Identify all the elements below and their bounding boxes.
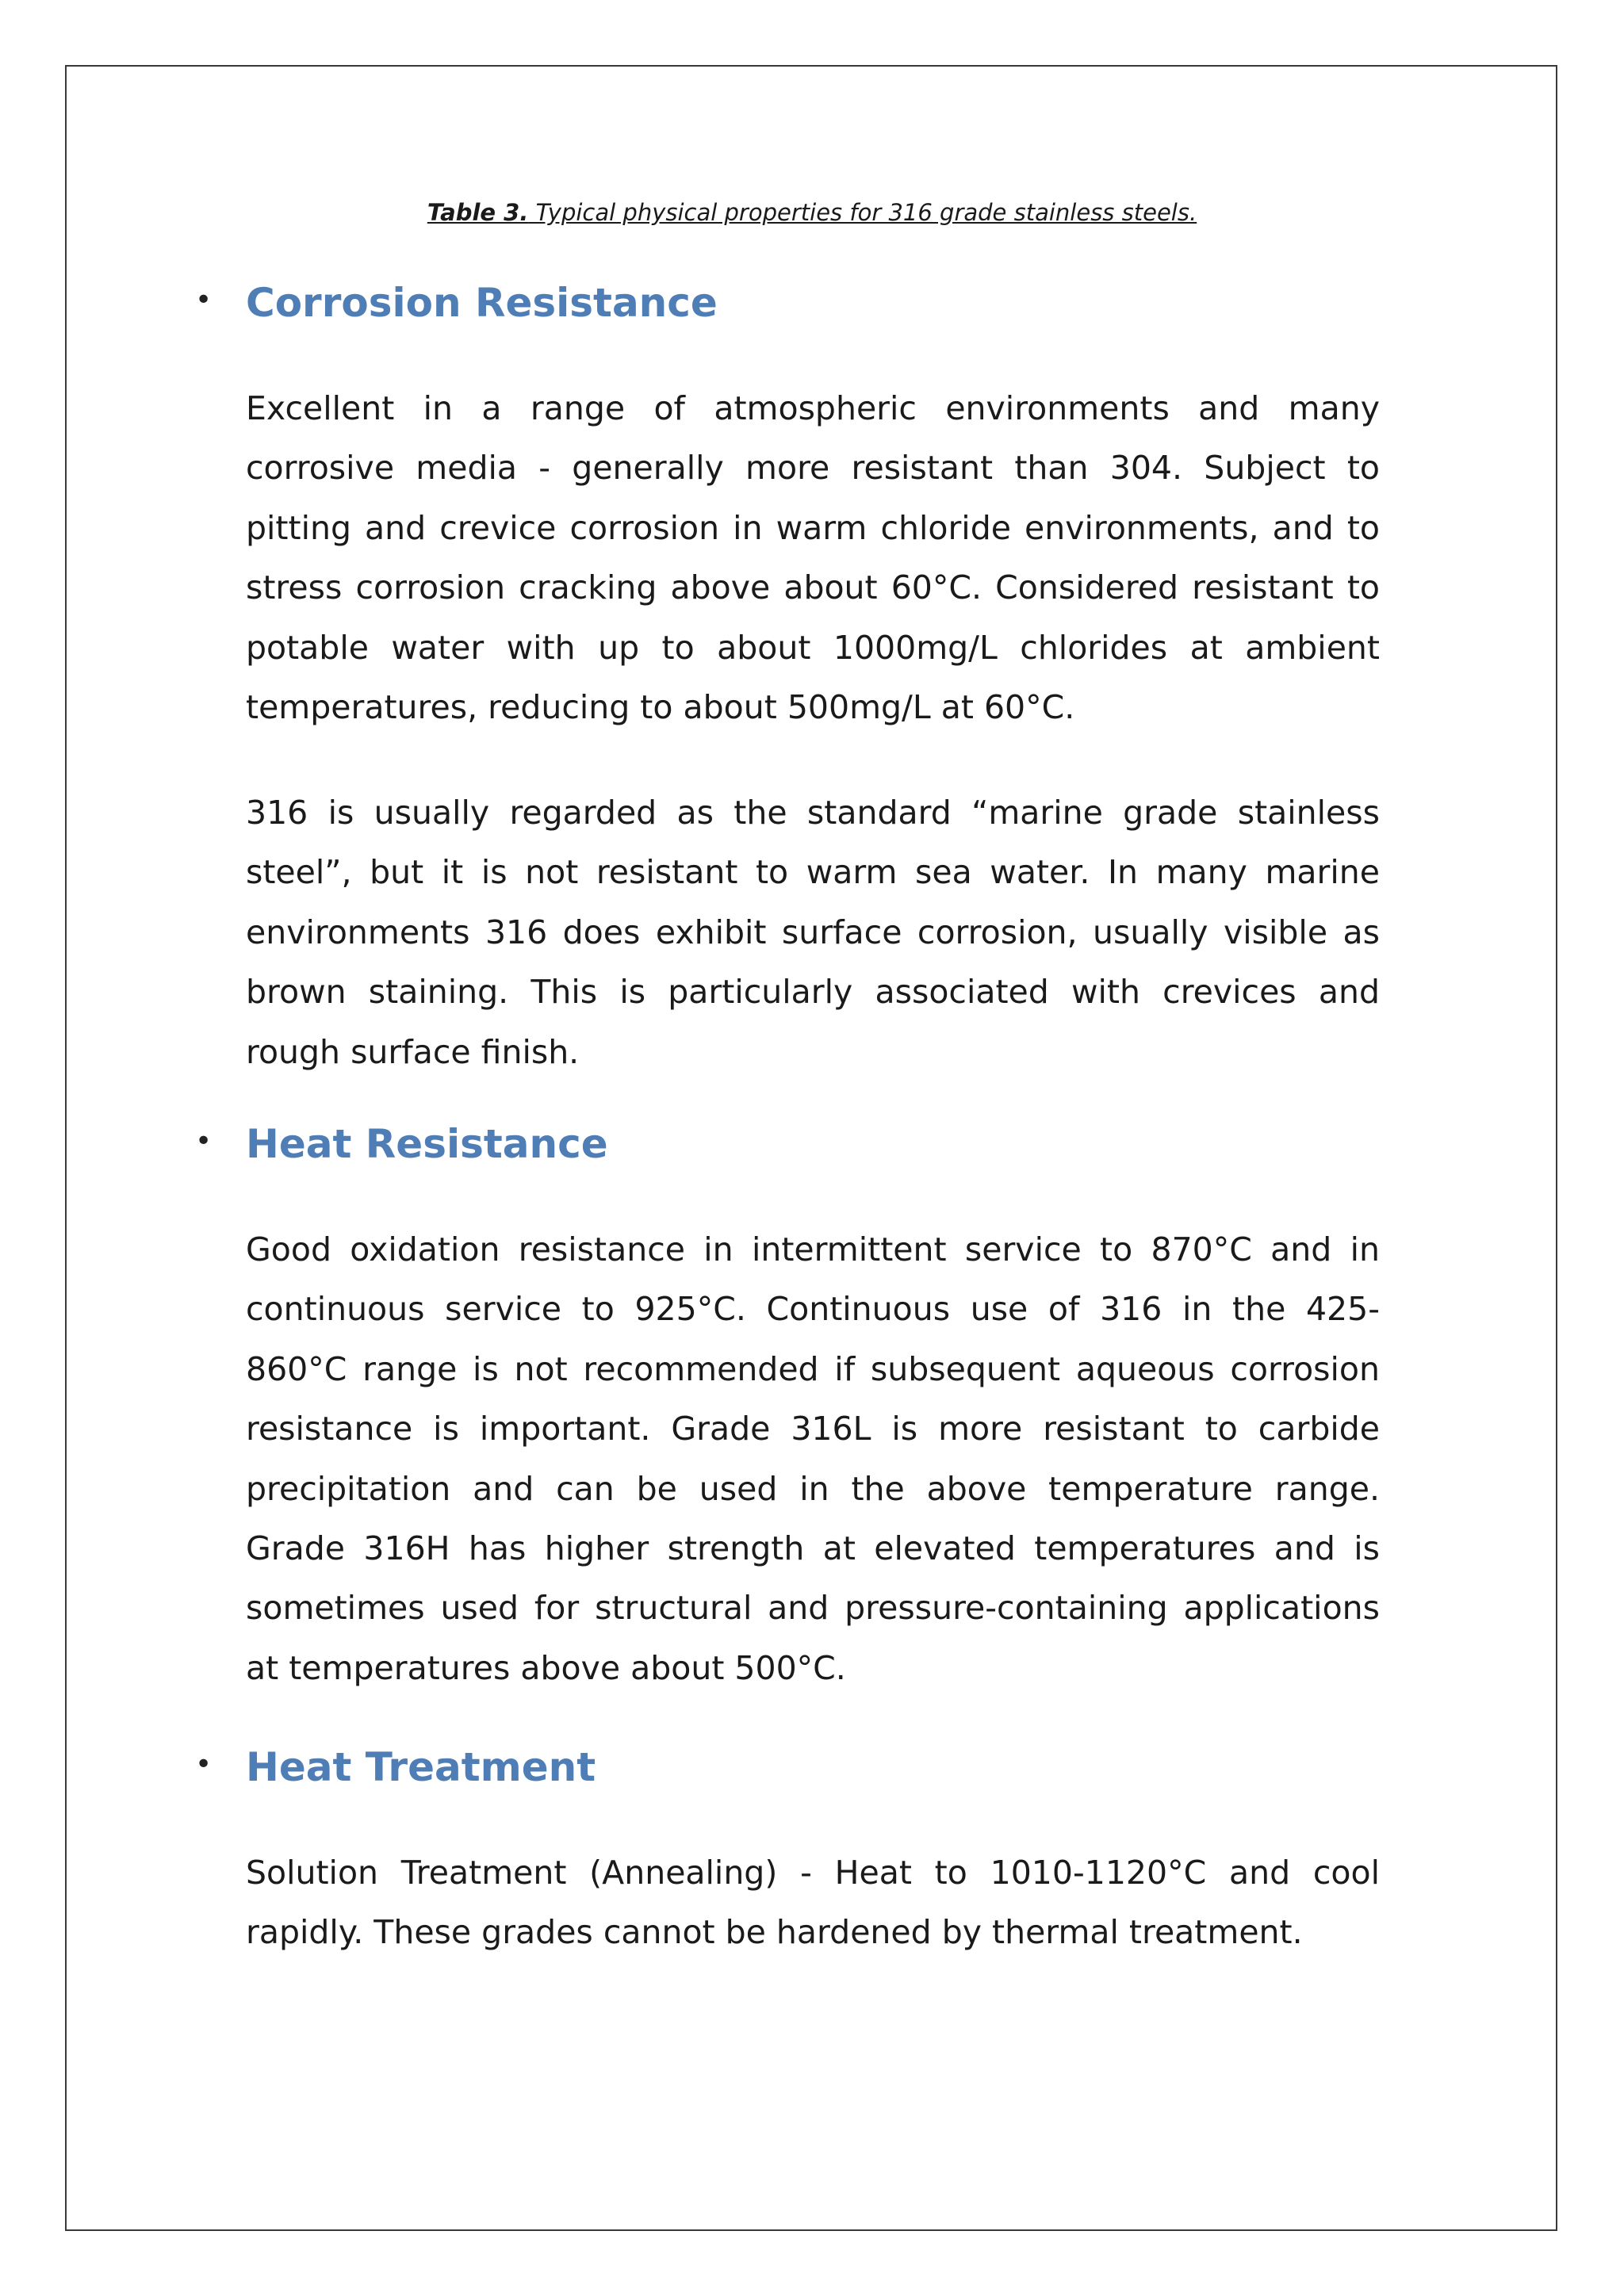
caption-text: Typical physical properties for 316 grade stainless steels. <box>528 199 1197 226</box>
section-paragraph: Good oxidation resistance in intermittent service to 870°C and in continuous service to 925°C. Continuous use of 316 in the 425-860°C range is not recommended if subsequent aqueous corrosion resistance is important. Grade 316L is more resistant to carbide precipitation and can be used in the above temperature range. Grade 316H has higher strength at elevated temperatures and is sometimes used for structural and pressure-containing applications at temperatures above about 500°C. <box>246 1230 1380 1687</box>
bullet-icon: • <box>195 284 213 316</box>
caption-label: Table 3. <box>427 199 529 226</box>
table-caption <box>0 195 1624 230</box>
section-heading: Heat Treatment <box>246 1744 596 1790</box>
section-paragraph: Solution Treatment (Annealing) - Heat to 1010-1120°C and cool rapidly. These grades cannot be hardened by thermal treatment. <box>246 1854 1380 1952</box>
bullet-icon: • <box>195 1748 213 1781</box>
section-paragraph: Excellent in a range of atmospheric environments and many corrosive media - generally more resistant than 304. Subject to pitting and crevice corrosion in warm chloride environments, and to stress corrosion cracking above about 60°C. Considered resistant to potable water with up to about 1000mg/L chlorides at ambient temperatures, reducing to about 500mg/L at 60°C. <box>246 389 1380 727</box>
section-heading: Heat Resistance <box>246 1121 608 1167</box>
bullet-icon: • <box>195 1125 213 1158</box>
section-paragraph: 316 is usually regarded as the standard “marine grade stainless steel”, but it is not resistant to warm sea water. In many marine environments 316 does exhibit surface corrosion, usually visible as brown staining. This is particularly associated with crevices and rough surface finish. <box>246 794 1380 1071</box>
section-heading: Corrosion Resistance <box>246 280 718 326</box>
